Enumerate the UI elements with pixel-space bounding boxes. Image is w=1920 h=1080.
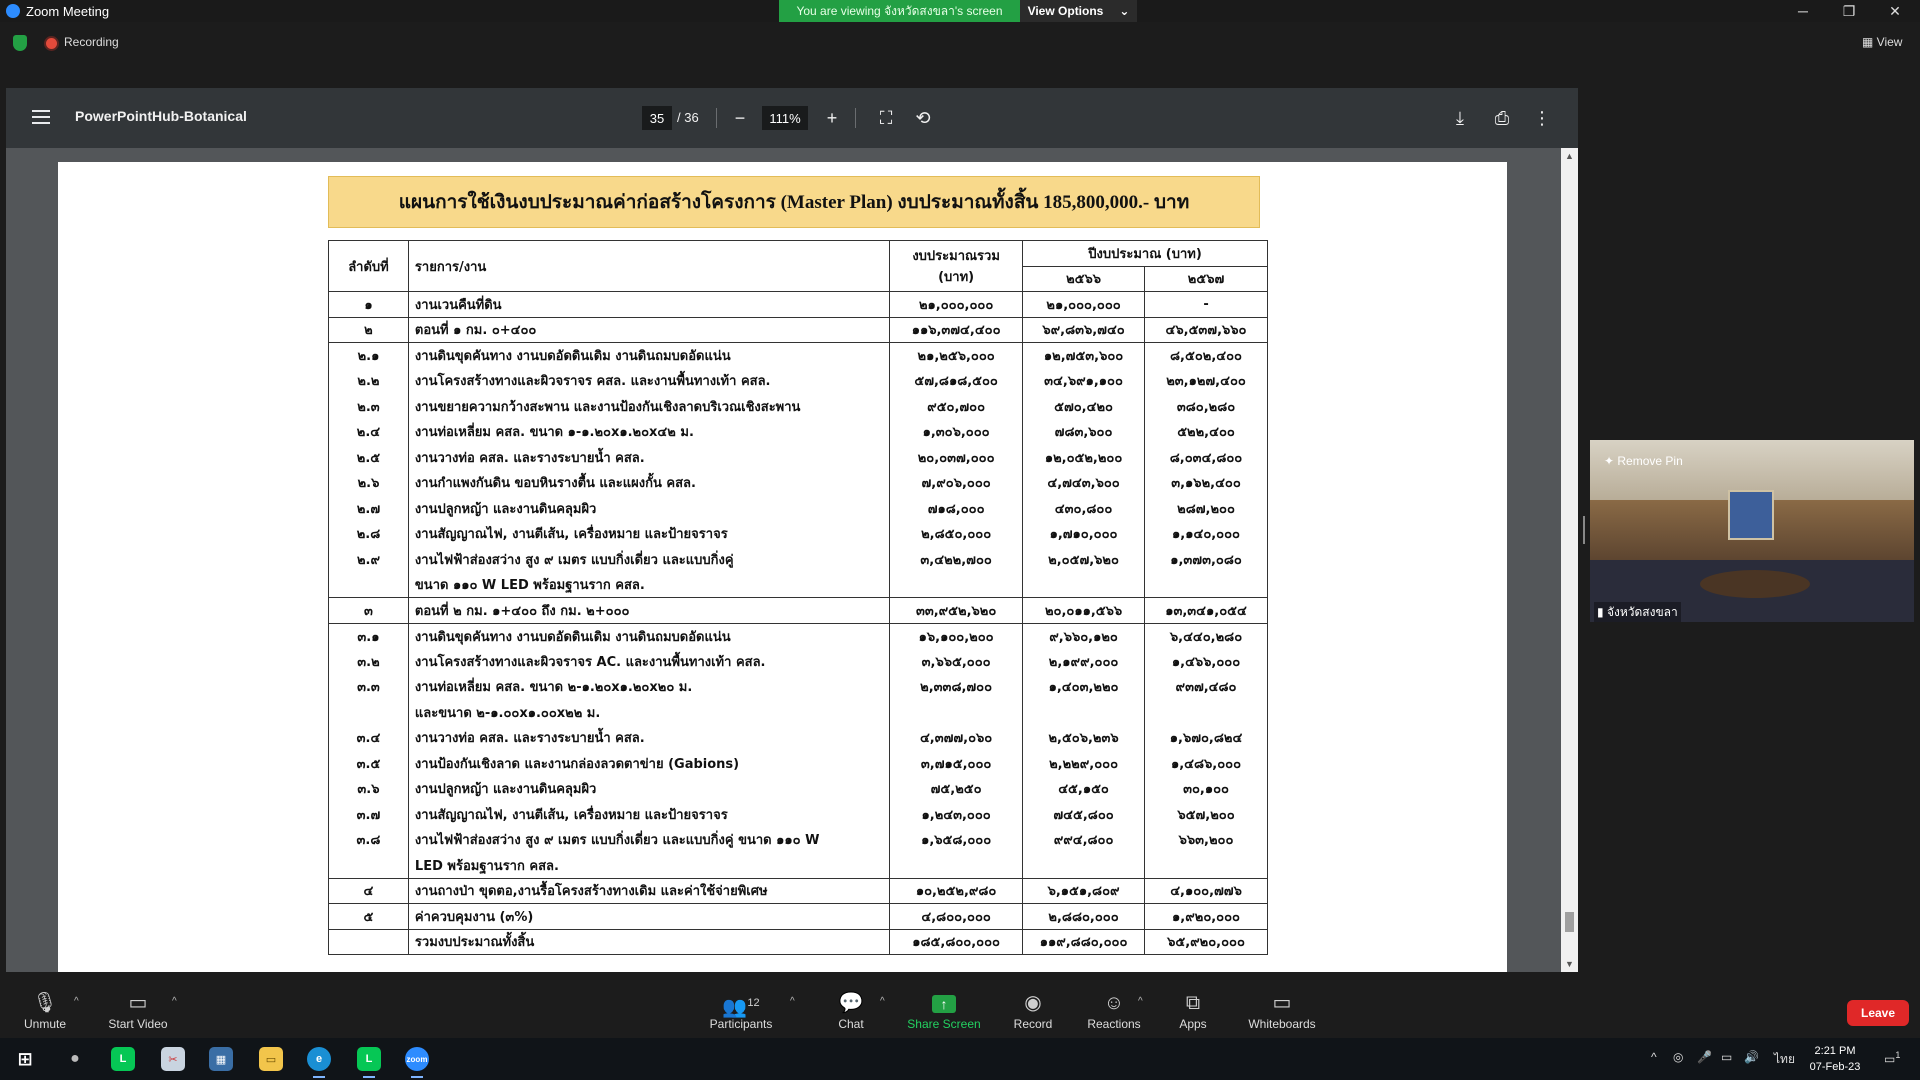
- table-row: [329, 317, 1268, 343]
- start-video-label: Start Video: [108, 1017, 168, 1031]
- pin-icon: ✦: [1604, 454, 1618, 468]
- cell-y1: ๗๘๓,๖๐๐: [1023, 419, 1145, 445]
- audio-options-caret[interactable]: ^: [74, 996, 79, 1007]
- cell-item: งานดินขุดคันทาง งานบดอัดดินเดิม งานดินถมบดอัดแน่น: [408, 623, 889, 649]
- cell-y2: ๖๕,๙๒๐,๐๐๐: [1145, 929, 1268, 955]
- document-heading: แผนการใช้เงินงบประมาณค่าก่อสร้างโครงการ (Master Plan) งบประมาณทั้งสิ้น 185,800,000.- บาท: [328, 176, 1260, 228]
- table-row: [329, 343, 1268, 369]
- panel-resize-handle[interactable]: [1583, 516, 1585, 544]
- zoom-out-icon[interactable]: −: [734, 107, 746, 128]
- cell-y2: ๖๖๓,๒๐๐: [1145, 827, 1268, 853]
- cell-no: ๓.๕: [329, 751, 409, 777]
- meeting-info-bar: [0, 22, 1920, 64]
- cell-item: รวมงบประมาณทั้งสิ้น: [408, 929, 889, 955]
- record-icon: ◉: [1024, 992, 1042, 1014]
- cell-total: ๒๑,๒๕๖,๐๐๐: [890, 343, 1023, 369]
- table-row: [329, 368, 1268, 394]
- cell-no: ๒.๘: [329, 521, 409, 547]
- cell-total: ๑๑๖,๓๗๔,๔๐๐: [890, 317, 1023, 343]
- col-header-y2: ๒๕๖๗: [1145, 266, 1268, 292]
- participants-label: Participants: [709, 1017, 773, 1031]
- col-header-fiscal: ปีงบประมาณ (บาท): [1023, 241, 1268, 267]
- minimize-button[interactable]: ─: [1798, 3, 1808, 19]
- view-options-button[interactable]: [1020, 0, 1137, 22]
- view-label: View: [1876, 35, 1903, 49]
- table-row: [329, 521, 1268, 547]
- cell-total: [890, 572, 1023, 598]
- whiteboards-button[interactable]: [1246, 992, 1318, 1032]
- muted-mic-icon: 🎙: [32, 992, 58, 1014]
- cell-y2: ๑,๑๔๐,๐๐๐: [1145, 521, 1268, 547]
- cell-y2: ๖,๔๔๐,๒๘๐: [1145, 623, 1268, 649]
- cell-y1: ๒,๕๐๖,๒๓๖: [1023, 725, 1145, 751]
- table-row: [329, 598, 1268, 624]
- cell-item: งานวางท่อ คสล. และรางระบายน้ำ คสล.: [408, 445, 889, 471]
- file-explorer-icon[interactable]: ▭: [259, 1047, 283, 1071]
- cell-total: ๔,๘๐๐,๐๐๐: [890, 904, 1023, 930]
- cell-y1: ๑๒,๐๕๒,๒๐๐: [1023, 445, 1145, 471]
- cell-total: ๗๕,๒๕๐: [890, 776, 1023, 802]
- cell-y1: ๓๔,๖๙๑,๑๐๐: [1023, 368, 1145, 394]
- cell-no: ๑: [329, 292, 409, 318]
- cell-y2: ๓๐,๑๐๐: [1145, 776, 1268, 802]
- remove-pin-label: Remove Pin: [1617, 454, 1683, 468]
- participants-count: 12: [747, 997, 760, 1009]
- cell-item: LED พร้อมฐานราก คสล.: [408, 853, 889, 879]
- cell-y2: ๒๓,๑๒๗,๔๐๐: [1145, 368, 1268, 394]
- table-row: [329, 445, 1268, 471]
- table-row: [329, 853, 1268, 879]
- cell-total: ๑๐,๒๕๒,๙๘๐: [890, 878, 1023, 904]
- cell-y1: ๑,๔๐๓,๒๒๐: [1023, 674, 1145, 700]
- cell-total: ๕๗,๘๑๘,๕๐๐: [890, 368, 1023, 394]
- col-header-no: ลำดับที่: [329, 241, 409, 292]
- cell-y1: ๔๓๐,๘๐๐: [1023, 496, 1145, 522]
- cell-item: งานขยายความกว้างสะพาน และงานป้องกันเชิงลาดบริเวณเชิงสะพาน: [408, 394, 889, 420]
- table-row: [329, 572, 1268, 598]
- unmute-label: Unmute: [23, 1017, 67, 1031]
- scroll-up-icon[interactable]: ▲: [1565, 151, 1574, 161]
- zoom-app-icon: [6, 4, 20, 18]
- cell-no: ๒.๗: [329, 496, 409, 522]
- snipping-tool-icon[interactable]: ✂: [161, 1047, 185, 1071]
- view-options-label: View Options: [1027, 4, 1104, 18]
- signal-icon: ▮: [1597, 605, 1607, 619]
- cell-item: งานเวนคืนที่ดิน: [408, 292, 889, 318]
- scrollbar-thumb[interactable]: [1565, 912, 1574, 932]
- cell-no: ๒.๖: [329, 470, 409, 496]
- table-row: [329, 802, 1268, 828]
- table-row: [329, 904, 1268, 930]
- cell-y2: ๓๘๐,๒๘๐: [1145, 394, 1268, 420]
- menu-icon[interactable]: [32, 110, 50, 124]
- cell-y1: ๒๑,๐๐๐,๐๐๐: [1023, 292, 1145, 318]
- cell-y1: ๙,๖๖๐,๑๒๐: [1023, 623, 1145, 649]
- table-row: [329, 547, 1268, 573]
- cell-y2: ๓,๑๖๒,๔๐๐: [1145, 470, 1268, 496]
- windows-taskbar: [0, 1038, 1920, 1080]
- scroll-down-icon[interactable]: ▼: [1565, 959, 1574, 969]
- cell-y2: ๒๘๗,๒๐๐: [1145, 496, 1268, 522]
- cell-total: ๑,๒๔๓,๐๐๐: [890, 802, 1023, 828]
- clock-date: 07-Feb-23: [1809, 1061, 1861, 1073]
- video-thumbnail[interactable]: [1590, 440, 1914, 622]
- table-row: [329, 700, 1268, 726]
- notification-count: 1: [1895, 1050, 1901, 1060]
- cell-no: ๕: [329, 904, 409, 930]
- cell-no: [329, 572, 409, 598]
- zoom-taskbar-icon[interactable]: zoom: [405, 1047, 429, 1071]
- cell-item: งานโครงสร้างทางและผิวจราจร คสล. และงานพื้นทางเท้า คสล.: [408, 368, 889, 394]
- cell-no: ๒.๒: [329, 368, 409, 394]
- cell-y1: ๒,๘๘๐,๐๐๐: [1023, 904, 1145, 930]
- cell-y2: ๕๒๒,๔๐๐: [1145, 419, 1268, 445]
- cell-no: ๒: [329, 317, 409, 343]
- chat-button[interactable]: [834, 992, 868, 1032]
- cell-no: ๒.๕: [329, 445, 409, 471]
- edge-browser-icon[interactable]: e: [307, 1047, 331, 1071]
- cell-total: ๗๑๘,๐๐๐: [890, 496, 1023, 522]
- cell-no: [329, 700, 409, 726]
- cell-total: ๒๑,๐๐๐,๐๐๐: [890, 292, 1023, 318]
- cell-total: ๙๕๐,๗๐๐: [890, 394, 1023, 420]
- line-app-icon-2[interactable]: L: [357, 1047, 381, 1071]
- cell-no: ๓.๖: [329, 776, 409, 802]
- download-icon[interactable]: ⤓: [1456, 107, 1464, 128]
- cell-y2: ๑,๓๗๓,๐๘๐: [1145, 547, 1268, 573]
- participants-icon: 👥$^{12}$: [722, 996, 760, 1019]
- cell-y1: ๑๑๙,๘๘๐,๐๐๐: [1023, 929, 1145, 955]
- table-row: [329, 470, 1268, 496]
- share-screen-button[interactable]: [906, 992, 982, 1032]
- table-row: [329, 623, 1268, 649]
- cell-no: ๓.๓: [329, 674, 409, 700]
- chat-label: Chat: [838, 1017, 864, 1031]
- reactions-options-caret[interactable]: ^: [1138, 996, 1143, 1007]
- cell-y1: ๑,๗๑๐,๐๐๐: [1023, 521, 1145, 547]
- record-button[interactable]: [1012, 992, 1054, 1032]
- table-row: [329, 674, 1268, 700]
- cell-item: ขนาด ๑๑๐ W LED พร้อมฐานราก คสล.: [408, 572, 889, 598]
- participant-name: [1594, 602, 1681, 622]
- apps-icon: ⧉: [1185, 992, 1201, 1014]
- cell-y1: ๒,๑๙๙,๐๐๐: [1023, 649, 1145, 675]
- col-header-total-label: งบประมาณรวม: [912, 249, 1000, 264]
- apple-icon[interactable]: ●: [70, 1050, 80, 1067]
- calculator-icon[interactable]: ▦: [209, 1047, 233, 1071]
- cell-y2: [1145, 700, 1268, 726]
- cell-item: ตอนที่ ๑ กม. ๐+๔๐๐: [408, 317, 889, 343]
- cell-no: ๓.๑: [329, 623, 409, 649]
- restore-button[interactable]: ❐: [1842, 2, 1856, 19]
- windows-start-icon[interactable]: ⊞: [17, 1048, 33, 1069]
- cell-y1: ๖๙,๘๓๖,๗๔๐: [1023, 317, 1145, 343]
- cell-total: ๗,๙๐๖,๐๐๐: [890, 470, 1023, 496]
- window-title: Zoom Meeting: [26, 3, 110, 19]
- share-screen-icon: ↑: [906, 992, 982, 1014]
- cell-item: งานไฟฟ้าส่องสว่าง สูง ๙ เมตร แบบกิ่งเดี่ยว และแบบกิ่งคู่: [408, 547, 889, 573]
- cell-y2: ๑,๔๘๖,๐๐๐: [1145, 751, 1268, 777]
- cell-y1: ๙๙๔,๘๐๐: [1023, 827, 1145, 853]
- table-row: [329, 394, 1268, 420]
- more-options-icon[interactable]: ⋮: [1533, 107, 1551, 128]
- cell-y1: ๕๗๐,๔๒๐: [1023, 394, 1145, 420]
- budget-table-body: [329, 292, 1268, 955]
- table-row: [329, 929, 1268, 955]
- cell-item: งานท่อเหลี่ยม คสล. ขนาด ๑-๑.๒๐x๑.๒๐x๔๒ ม.: [408, 419, 889, 445]
- cell-no: ๓.๘: [329, 827, 409, 853]
- cell-item: ตอนที่ ๒ กม. ๑+๔๐๐ ถึง กม. ๒+๐๐๐: [408, 598, 889, 624]
- chevron-down-icon: ⌄: [1119, 4, 1130, 18]
- table-row: [329, 649, 1268, 675]
- volume-icon[interactable]: 🔊: [1744, 1050, 1759, 1064]
- language-indicator[interactable]: ไทย: [1774, 1052, 1795, 1066]
- network-icon[interactable]: ▭: [1721, 1050, 1733, 1064]
- cell-no: ๔: [329, 878, 409, 904]
- cell-item: งานท่อเหลี่ยม คสล. ขนาด ๒-๑.๒๐x๑.๒๐x๒๐ ม.: [408, 674, 889, 700]
- record-label: Record: [1013, 1017, 1053, 1031]
- reactions-icon: ☺: [1103, 992, 1125, 1014]
- pdf-viewer: [6, 88, 1578, 972]
- video-conference-table: [1700, 570, 1810, 598]
- cell-item: งานป้องกันเชิงลาด และงานกล่องลวดตาข่าย (Gabions): [408, 751, 889, 777]
- zoom-in-icon[interactable]: +: [826, 107, 838, 128]
- cell-y1: [1023, 700, 1145, 726]
- cell-no: ๒.๑: [329, 343, 409, 369]
- cell-item: งานดินขุดคันทาง งานบดอัดดินเดิม งานดินถมบดอัดแน่น: [408, 343, 889, 369]
- viewing-banner: You are viewing จังหวัดสงขลา's screen: [779, 0, 1020, 22]
- microphone-tray-icon[interactable]: 🎤: [1697, 1050, 1712, 1064]
- cell-y2: -: [1145, 292, 1268, 318]
- cell-y2: [1145, 853, 1268, 879]
- unmute-button[interactable]: [18, 992, 72, 1032]
- whiteboards-label: Whiteboards: [1248, 1017, 1316, 1031]
- cell-total: ๓๓,๙๕๒,๖๒๐: [890, 598, 1023, 624]
- cell-no: ๓.๒: [329, 649, 409, 675]
- table-row: [329, 878, 1268, 904]
- cell-total: ๑,๓๐๖,๐๐๐: [890, 419, 1023, 445]
- cell-no: ๒.๔: [329, 419, 409, 445]
- cell-item: งานปลูกหญ้า และงานดินคลุมผิว: [408, 496, 889, 522]
- chat-options-caret[interactable]: ^: [880, 996, 885, 1007]
- cell-total: [890, 853, 1023, 879]
- cell-y2: ๙๓๗,๔๘๐: [1145, 674, 1268, 700]
- apps-button[interactable]: [1176, 992, 1210, 1032]
- view-button[interactable]: [1862, 35, 1902, 49]
- participant-name-label: จังหวัดสงขลา: [1606, 605, 1678, 619]
- video-screen: [1728, 490, 1774, 540]
- cell-y2: [1145, 572, 1268, 598]
- cell-total: [890, 700, 1023, 726]
- leave-button[interactable]: Leave: [1847, 1000, 1909, 1026]
- clock-time: 2:21 PM: [1814, 1045, 1856, 1057]
- view-icon: ▦: [1862, 35, 1877, 49]
- fit-page-icon[interactable]: ⛶: [879, 107, 893, 128]
- cell-item: งานกำแพงกันดิน ขอบหินรางตื้น และแผงกั้น คสล.: [408, 470, 889, 496]
- col-header-y1: ๒๕๖๖: [1023, 266, 1145, 292]
- cell-y1: ๑๒,๗๕๓,๖๐๐: [1023, 343, 1145, 369]
- cell-y2: ๘,๕๐๒,๔๐๐: [1145, 343, 1268, 369]
- cell-no: [329, 929, 409, 955]
- recording-label: Recording: [64, 35, 119, 49]
- cell-total: ๒,๓๓๘,๗๐๐: [890, 674, 1023, 700]
- pdf-toolbar: [6, 88, 1578, 148]
- video-options-caret[interactable]: ^: [172, 996, 177, 1007]
- chat-icon: 💬: [838, 992, 864, 1014]
- participants-options-caret[interactable]: ^: [790, 996, 795, 1007]
- cell-item: งานสัญญาณไฟ, งานตีเส้น, เครื่องหมาย และป้ายจราจร: [408, 802, 889, 828]
- cell-total: ๑๘๕,๘๐๐,๐๐๐: [890, 929, 1023, 955]
- cell-item: งานปลูกหญ้า และงานดินคลุมผิว: [408, 776, 889, 802]
- cell-y1: ๖,๑๕๑,๘๐๙: [1023, 878, 1145, 904]
- cell-y2: ๑,๙๒๐,๐๐๐: [1145, 904, 1268, 930]
- notification-icon[interactable]: ▭$^1$: [1884, 1050, 1901, 1066]
- cell-y1: [1023, 572, 1145, 598]
- cell-total: ๑,๖๕๘,๐๐๐: [890, 827, 1023, 853]
- cell-y1: [1023, 853, 1145, 879]
- cell-y2: ๔๖,๕๓๗,๖๖๐: [1145, 317, 1268, 343]
- recording-icon: [46, 38, 57, 49]
- cell-total: ๑๖,๑๐๐,๒๐๐: [890, 623, 1023, 649]
- close-button[interactable]: ✕: [1889, 2, 1901, 19]
- cell-no: ๓.๗: [329, 802, 409, 828]
- cell-y1: ๗๔๕,๘๐๐: [1023, 802, 1145, 828]
- cell-y1: ๒๐,๐๑๑,๕๖๖: [1023, 598, 1145, 624]
- taskbar-clock[interactable]: [1796, 1043, 1874, 1075]
- col-header-total-unit: (บาท): [938, 270, 975, 285]
- cell-y2: ๘,๐๓๔,๘๐๐: [1145, 445, 1268, 471]
- cell-no: ๒.๙: [329, 547, 409, 573]
- video-off-icon: ▭: [128, 992, 148, 1014]
- cell-item: ค่าควบคุมงาน (๓%): [408, 904, 889, 930]
- cell-item: งานถางป่า ขุดตอ,งานรื้อโครงสร้างทางเดิม และค่าใช้จ่ายพิเศษ: [408, 878, 889, 904]
- cell-y1: ๒,๒๒๙,๐๐๐: [1023, 751, 1145, 777]
- cell-item: งานโครงสร้างทางและผิวจราจร AC. และงานพื้นทางเท้า คสล.: [408, 649, 889, 675]
- zoom-level-input[interactable]: 111%: [762, 106, 808, 130]
- print-icon[interactable]: ⎙: [1494, 107, 1510, 128]
- start-video-button[interactable]: [104, 992, 172, 1032]
- col-header-item: รายการ/งาน: [408, 241, 889, 292]
- cell-y1: ๔,๗๔๓,๖๐๐: [1023, 470, 1145, 496]
- toolbar-divider: [855, 108, 856, 128]
- scrollbar[interactable]: [1561, 148, 1578, 972]
- cell-y2: ๑๓,๓๔๑,๐๕๔: [1145, 598, 1268, 624]
- cell-item: งานไฟฟ้าส่องสว่าง สูง ๙ เมตร แบบกิ่งเดี่ยว และแบบกิ่งคู่ ขนาด ๑๑๐ W: [408, 827, 889, 853]
- cell-y2: ๑,๔๖๖,๐๐๐: [1145, 649, 1268, 675]
- cell-no: ๓: [329, 598, 409, 624]
- share-screen-label: Share Screen: [907, 1017, 981, 1031]
- whiteboard-icon: ▭: [1272, 992, 1292, 1014]
- table-row: [329, 292, 1268, 318]
- cell-total: ๒๐,๐๓๗,๐๐๐: [890, 445, 1023, 471]
- reactions-button[interactable]: [1086, 992, 1142, 1032]
- toolbar-divider: [716, 108, 717, 128]
- participants-button[interactable]: [706, 992, 776, 1032]
- cell-item: งานสัญญาณไฟ, งานตีเส้น, เครื่องหมาย และป้ายจราจร: [408, 521, 889, 547]
- table-row: [329, 419, 1268, 445]
- table-row: [329, 827, 1268, 853]
- cell-total: ๓,๗๑๕,๐๐๐: [890, 751, 1023, 777]
- table-row: [329, 496, 1268, 522]
- pdf-page: [58, 162, 1507, 972]
- page-number-input[interactable]: 35: [642, 106, 672, 130]
- rotate-icon[interactable]: ⟲: [915, 107, 931, 128]
- budget-table: [328, 240, 1268, 955]
- security-shield-icon[interactable]: [13, 35, 27, 51]
- table-row: [329, 751, 1268, 777]
- cell-item: งานวางท่อ คสล. และรางระบายน้ำ คสล.: [408, 725, 889, 751]
- document-title: PowerPointHub-Botanical: [75, 108, 247, 124]
- cell-y2: ๑,๖๗๐,๘๒๔: [1145, 725, 1268, 751]
- camera-tray-icon[interactable]: ◎: [1673, 1050, 1684, 1064]
- col-header-total: [890, 241, 1023, 292]
- cell-y2: ๖๕๗,๒๐๐: [1145, 802, 1268, 828]
- cell-y1: ๔๕,๑๕๐: [1023, 776, 1145, 802]
- cell-total: ๒,๘๕๐,๐๐๐: [890, 521, 1023, 547]
- table-row: [329, 776, 1268, 802]
- reactions-label: Reactions: [1087, 1017, 1141, 1031]
- remove-pin-button[interactable]: [1604, 454, 1683, 468]
- page-total: / 36: [677, 110, 699, 125]
- tray-overflow-icon[interactable]: ^: [1651, 1050, 1657, 1064]
- cell-y2: ๔,๑๐๐,๗๗๖: [1145, 878, 1268, 904]
- cell-no: ๒.๓: [329, 394, 409, 420]
- cell-total: ๔,๓๗๗,๐๖๐: [890, 725, 1023, 751]
- cell-total: ๓,๔๒๒,๗๐๐: [890, 547, 1023, 573]
- cell-y1: ๒,๐๕๗,๖๒๐: [1023, 547, 1145, 573]
- apps-label: Apps: [1179, 1017, 1207, 1031]
- cell-item: และขนาด ๒-๑.๐๐x๑.๐๐x๒๒ ม.: [408, 700, 889, 726]
- table-row: [329, 725, 1268, 751]
- cell-no: [329, 853, 409, 879]
- cell-total: ๓,๖๖๕,๐๐๐: [890, 649, 1023, 675]
- cell-no: ๓.๔: [329, 725, 409, 751]
- line-app-icon[interactable]: L: [111, 1047, 135, 1071]
